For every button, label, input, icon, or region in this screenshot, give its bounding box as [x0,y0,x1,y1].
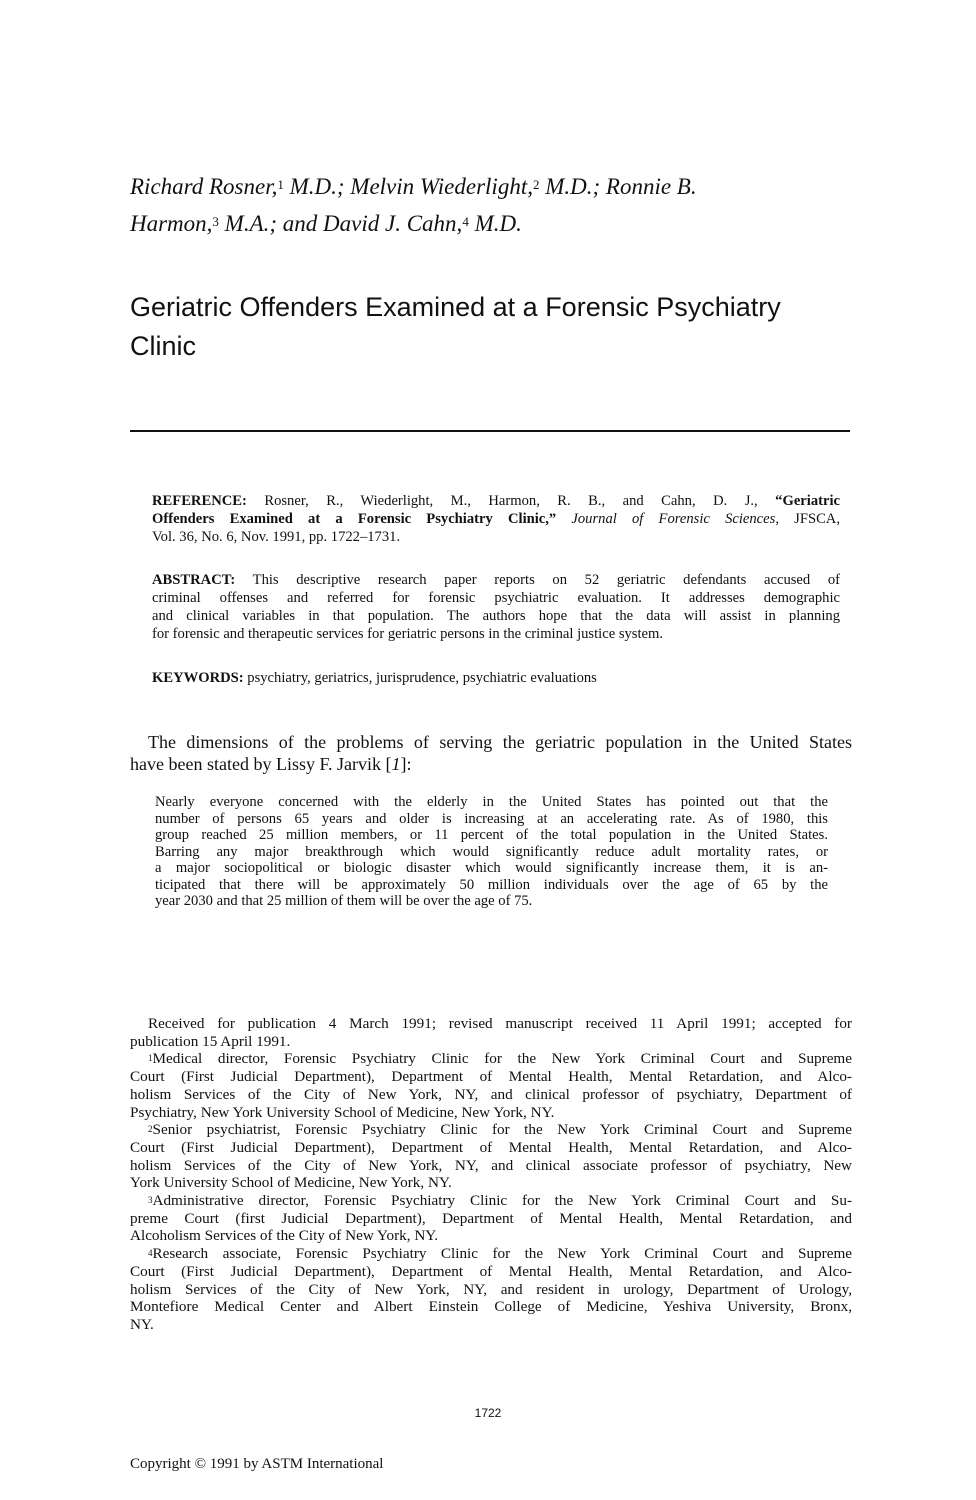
quote-line: number of persons 65 years and older is increasing at an accelerating rate. As of 1980, this [155,810,828,827]
paper-title [130,288,850,366]
footnote-marker: 1 [148,1053,153,1064]
footnote-text: Research associate, Forensic Psychiatry Clinic for the New York Criminal Court and Supreme [152,1245,852,1263]
footnote-text: holism Services of the City of New York, NY, and clinical associate professor of psychiatry, New [130,1156,852,1174]
reference-text: Rosner, R., Wiederlight, M., Harmon, R. B., and Cahn, D. J., [246,493,776,509]
page-number: 1722 [474,1406,502,1420]
footnote-marker: 2 [532,177,540,192]
reference-title: Offenders Examined at a Forensic Psychiatry Clinic,” [152,511,557,527]
footnote-text: York University School of Medicine, New York, NY. [130,1174,452,1192]
author-name: M.D.; Ronnie B. [539,174,697,199]
keywords-block [152,669,840,687]
authors [130,168,830,242]
footnote-text: publication 15 April 1991. [130,1032,291,1050]
body-text: have been stated by Lissy F. Jarvik [ [130,754,392,774]
footnote-marker: 3 [148,1195,153,1206]
footnote-text: Court (First Judicial Department), Department of Mental Health, Mental Retardation, and Alco- [130,1068,852,1086]
author-name: Richard Rosner, [130,174,278,199]
keywords-text: psychiatry, geriatrics, jurisprudence, psychiatric evaluations [243,670,597,686]
footnote-marker: 3 [212,214,219,229]
abstract-text: for forensic and therapeutic services for geriatric persons in the criminal justice system. [152,626,664,642]
reference-text: , JFSCA, [775,511,840,527]
body-text: The dimensions of the problems of serving the geriatric population in the United States [148,732,852,752]
quote-line: Nearly everyone concerned with the elderly in the United States has pointed out that the [155,794,828,810]
footnote-text: Psychiatry, New York University School of Medicine, New York, NY. [130,1103,555,1121]
footnote-text: preme Court (first Judicial Department), Department of Mental Health, Mental Retardation, and [130,1209,852,1227]
footnote-text: NY. [130,1315,154,1333]
footnote-text: Court (First Judicial Department), Department of Mental Health, Mental Retardation, and Alco- [130,1138,852,1156]
footnote-text: Senior psychiatrist, Forensic Psychiatry Clinic for the New York Criminal Court and Supreme [152,1121,852,1139]
abstract-label: ABSTRACT: [152,572,236,588]
footnote-text: Administrative director, Forensic Psychiatry Clinic for the New York Criminal Court and Su- [152,1192,852,1210]
title-line: Clinic [130,331,197,361]
footnote-text: holism Services of the City of New York, NY, and resident in urology, Department of Urology, [130,1280,852,1298]
footnote-text: Court (First Judicial Department), Department of Mental Health, Mental Retardation, and Alco- [130,1262,852,1280]
footnote-marker: 1 [277,177,284,192]
footnote-text: holism Services of the City of New York, NY, and clinical professor of psychiatry, Department of [130,1085,852,1103]
quote-line: ticipated that there will be approximately 50 million individuals over the age of 65 by the [155,876,828,893]
body-paragraph [130,731,852,775]
author-name: M.D.; Melvin Wiederlight, [283,174,533,199]
footnote-text: Medical director, Forensic Psychiatry Clinic for the New York Criminal Court and Supreme [152,1050,852,1068]
copyright-notice: Copyright © 1991 by ASTM International [130,1456,384,1472]
authors-line [130,168,830,205]
abstract-text: and clinical variables in that population. The authors hope that the data will assist in planning [152,608,840,624]
author-name: M.D. [468,211,522,236]
abstract-text: criminal offenses and referred for forensic psychiatric evaluation. It addresses demographic [152,590,840,606]
footnote-text: Alcoholism Services of the City of New York, NY. [130,1227,439,1245]
footnote-text: Received for publication 4 March 1991; revised manuscript received 11 April 1991; accepted for [148,1015,852,1032]
abstract-text: This descriptive research paper reports on 52 geriatric defendants accused of [235,572,840,588]
reference-title: “Geriatric [775,493,840,509]
footnote-marker: 2 [148,1124,153,1135]
reference-block [152,492,840,546]
footnotes [130,1015,852,1334]
block-quote [155,794,828,910]
author-name: Harmon, [130,211,213,236]
body-text: ]: [400,754,412,774]
footnote-marker: 4 [462,214,469,229]
authors-line [130,205,830,242]
reference-label: REFERENCE: [152,493,247,509]
quote-line: group reached 25 million members, or 11 percent of the total population in the United States. [155,827,828,843]
quote-line: a major sociopolitical or biologic disaster which would significantly increase them, it is an- [155,860,828,876]
footnote-marker: 4 [148,1248,153,1259]
abstract-block [152,571,840,643]
footnote-text: Montefiore Medical Center and Albert Einstein College of Medicine, Yeshiva University, Bronx, [130,1298,852,1316]
reference-journal: Journal of Forensic Sciences [556,511,776,527]
citation-link[interactable]: 1 [391,754,401,774]
title-line: Geriatric Offenders Examined at a Forensic Psychiatry [130,292,781,322]
author-name: M.A.; and David J. Cahn, [218,211,463,236]
keywords-label: KEYWORDS: [152,670,244,686]
quote-line: year 2030 and that 25 million of them will be over the age of 75. [155,893,533,909]
quote-line: Barring any major breakthrough which would significantly reduce adult mortality rates, or [155,843,828,860]
reference-text: Vol. 36, No. 6, Nov. 1991, pp. 1722–1731. [152,529,401,545]
title-divider [130,430,850,432]
